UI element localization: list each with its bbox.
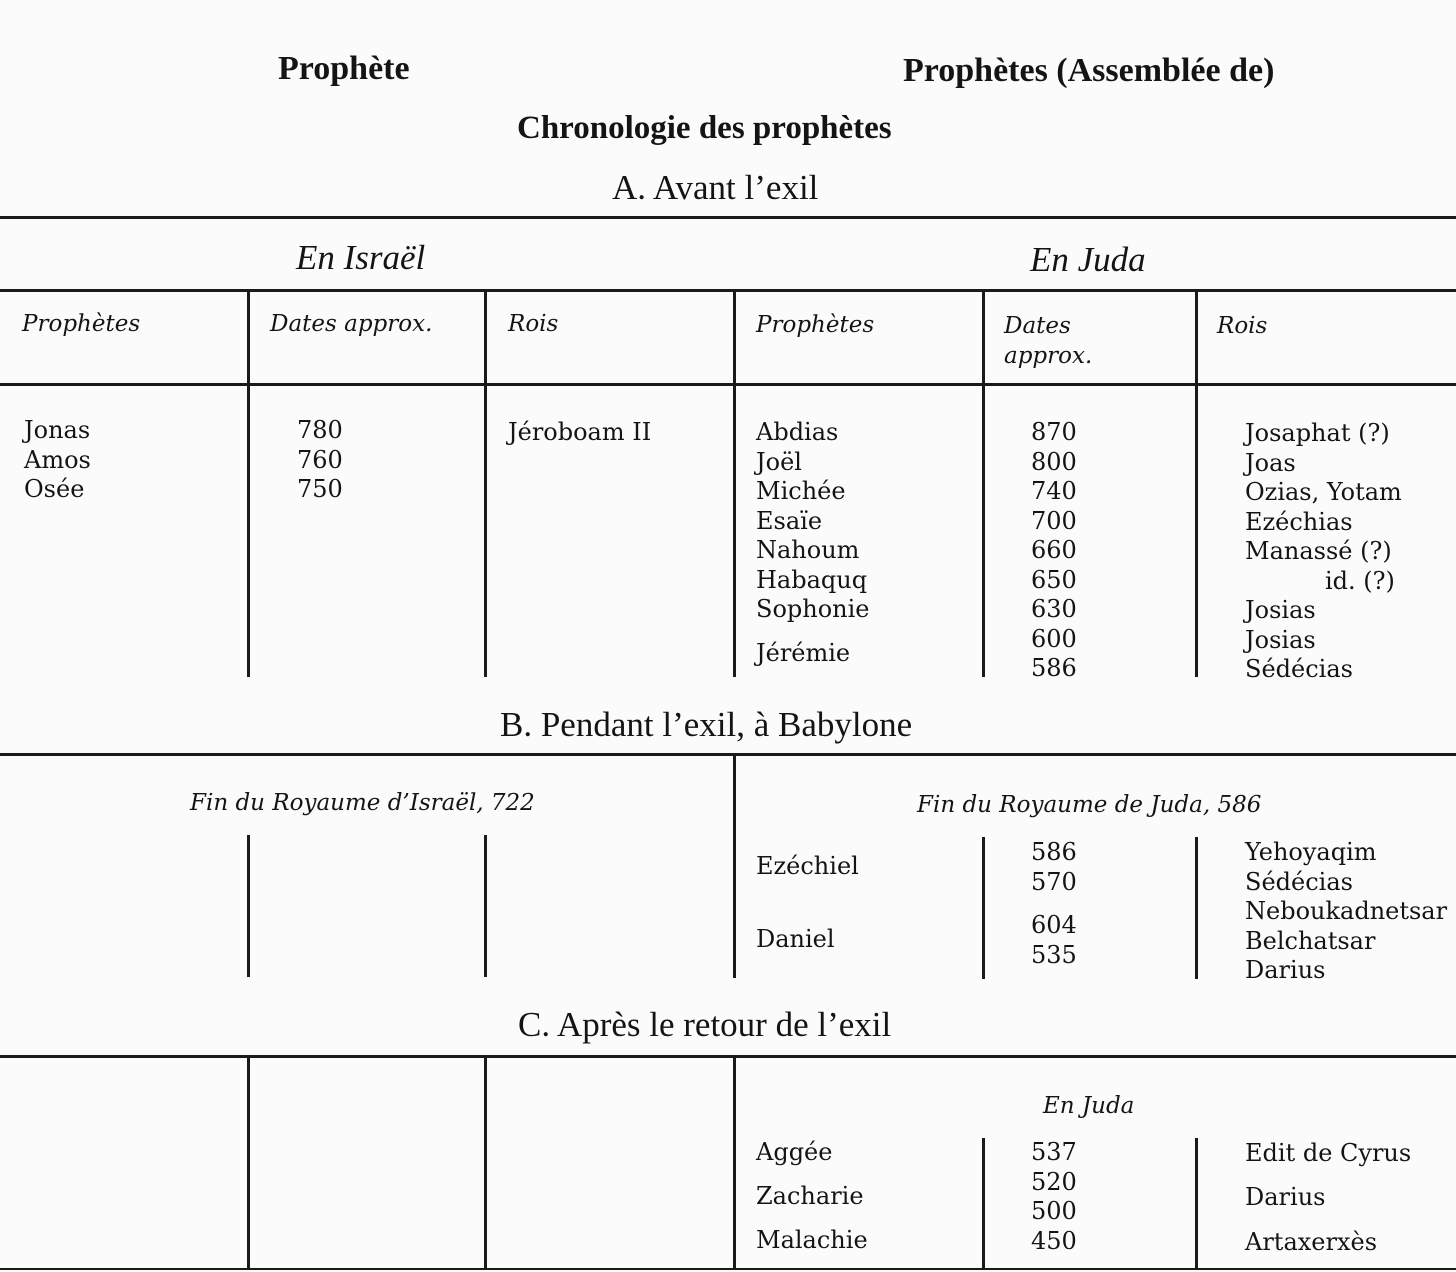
column-rule bbox=[733, 1056, 736, 1270]
prophet-malachie: Malachie bbox=[756, 1226, 868, 1254]
list-item: 604 bbox=[1031, 911, 1077, 939]
ezechiel-dates-list bbox=[1031, 838, 1077, 897]
list-item: Manassé (?) bbox=[1245, 537, 1392, 565]
running-head-right: Prophètes (Assemblée de) bbox=[903, 52, 1275, 89]
list-item: Esaïe bbox=[756, 506, 823, 535]
list-item: 780 bbox=[297, 416, 343, 444]
juda-kingdom-end-note: Fin du Royaume de Juda, 586 bbox=[917, 792, 1262, 818]
section-c-top-rule bbox=[0, 1055, 1456, 1058]
list-item: Abdias bbox=[756, 418, 839, 446]
list-item: 750 bbox=[297, 475, 343, 503]
list-item: 600 bbox=[1031, 624, 1077, 653]
list-item: 520 bbox=[1031, 1167, 1077, 1196]
section-b-kings-list bbox=[1245, 838, 1447, 986]
section-c-dates-list bbox=[1031, 1138, 1077, 1256]
list-item: 570 bbox=[1031, 867, 1077, 896]
list-item: Ozias, Yotam bbox=[1245, 478, 1402, 506]
list-item: 586 bbox=[1031, 838, 1077, 866]
column-header-israel-kings: Rois bbox=[508, 311, 559, 337]
list-item: 740 bbox=[1031, 477, 1077, 505]
column-rule bbox=[982, 837, 985, 979]
list-item: Sédécias bbox=[1245, 867, 1353, 896]
column-rule bbox=[733, 290, 736, 677]
list-item: Neboukadnetsar bbox=[1245, 897, 1448, 925]
column-rule bbox=[982, 1138, 985, 1270]
list-item: 650 bbox=[1031, 565, 1077, 594]
column-rule bbox=[247, 835, 250, 977]
column-rule bbox=[1195, 837, 1198, 979]
section-a-heading: A. Avant l’exil bbox=[612, 168, 819, 207]
column-rule bbox=[484, 1056, 487, 1270]
list-item: 800 bbox=[1031, 447, 1077, 476]
king-artaxerxes: Artaxerxès bbox=[1245, 1228, 1378, 1256]
column-rule bbox=[1195, 290, 1198, 677]
israel-dates-list bbox=[297, 416, 343, 505]
column-rule bbox=[982, 290, 985, 677]
column-rule bbox=[247, 1056, 250, 1270]
list-item: Sédécias bbox=[1245, 655, 1353, 683]
list-item: Ezéchias bbox=[1245, 507, 1353, 536]
list-item: 537 bbox=[1031, 1138, 1077, 1166]
prophet-daniel: Daniel bbox=[756, 925, 835, 953]
page-title: Chronologie des prophètes bbox=[517, 110, 892, 146]
column-rule bbox=[247, 290, 250, 677]
list-item: 630 bbox=[1031, 595, 1077, 623]
list-item: Sophonie bbox=[756, 595, 870, 623]
column-header-juda-kings: Rois bbox=[1217, 313, 1268, 339]
daniel-dates-list bbox=[1031, 911, 1077, 970]
list-item: 500 bbox=[1031, 1197, 1077, 1225]
juda-kings-list bbox=[1245, 419, 1402, 685]
israel-header: En Israël bbox=[296, 238, 426, 277]
section-c-juda-header: En Juda bbox=[1043, 1093, 1135, 1119]
juda-dates-list bbox=[1031, 418, 1077, 684]
table-bottom-rule bbox=[0, 1268, 1456, 1270]
column-header-israel-prophets: Prophètes bbox=[22, 311, 141, 337]
column-rule bbox=[733, 754, 736, 978]
section-b-top-rule bbox=[0, 753, 1456, 756]
list-item: 535 bbox=[1031, 940, 1077, 969]
prophet-ezechiel: Ezéchiel bbox=[756, 852, 859, 880]
prophet-zacharie: Zacharie bbox=[756, 1182, 864, 1210]
list-item: 586 bbox=[1031, 654, 1077, 682]
list-item: Belchatsar bbox=[1245, 926, 1376, 955]
juda-prophets-list bbox=[756, 418, 870, 625]
column-rule bbox=[1195, 1138, 1198, 1270]
section-a-top-rule bbox=[0, 216, 1456, 219]
section-c-heading: C. Après le retour de l’exil bbox=[518, 1005, 892, 1044]
israel-kingdom-end-note: Fin du Royaume d’Israël, 722 bbox=[190, 790, 535, 816]
list-item: 450 bbox=[1031, 1226, 1077, 1255]
column-header-juda-dates-line1: Dates bbox=[1004, 313, 1071, 339]
israel-prophets-list bbox=[24, 416, 91, 505]
column-header-bottom-rule bbox=[0, 383, 1456, 386]
list-item: 700 bbox=[1031, 506, 1077, 535]
column-header-juda-dates-line2: approx. bbox=[1004, 343, 1093, 369]
list-item: Nahoum bbox=[756, 536, 860, 564]
list-item: Jonas bbox=[24, 416, 91, 444]
list-item: Darius bbox=[1245, 956, 1326, 984]
list-item: Joas bbox=[1245, 448, 1296, 477]
column-header-juda-prophets: Prophètes bbox=[756, 312, 875, 338]
running-head-left: Prophète bbox=[278, 50, 410, 87]
list-item: Amos bbox=[24, 445, 91, 474]
list-item: Joël bbox=[756, 447, 802, 476]
list-item: Yehoyaqim bbox=[1245, 838, 1377, 866]
prophet-aggee: Aggée bbox=[756, 1138, 833, 1166]
list-item: id. (?) bbox=[1325, 566, 1395, 595]
juda-header: En Juda bbox=[1030, 240, 1146, 279]
column-header-israel-dates: Dates approx. bbox=[270, 311, 433, 337]
king-edit-de-cyrus: Edit de Cyrus bbox=[1245, 1139, 1412, 1167]
juda-prophet-jeremie: Jérémie bbox=[756, 639, 851, 667]
section-b-heading: B. Pendant l’exil, à Babylone bbox=[500, 705, 913, 744]
list-item: Osée bbox=[24, 475, 85, 503]
column-header-top-rule bbox=[0, 289, 1456, 292]
list-item: Josaphat (?) bbox=[1245, 419, 1390, 447]
column-rule bbox=[484, 835, 487, 977]
list-item: 660 bbox=[1031, 536, 1077, 564]
list-item: Michée bbox=[756, 477, 846, 505]
list-item: 760 bbox=[297, 445, 343, 474]
list-item: Josias bbox=[1245, 596, 1316, 624]
israel-king: Jéroboam II bbox=[508, 418, 652, 446]
column-rule bbox=[484, 290, 487, 677]
list-item: Josias bbox=[1245, 625, 1316, 654]
list-item: 870 bbox=[1031, 418, 1077, 446]
list-item: Habaquq bbox=[756, 565, 868, 594]
king-darius: Darius bbox=[1245, 1183, 1326, 1211]
